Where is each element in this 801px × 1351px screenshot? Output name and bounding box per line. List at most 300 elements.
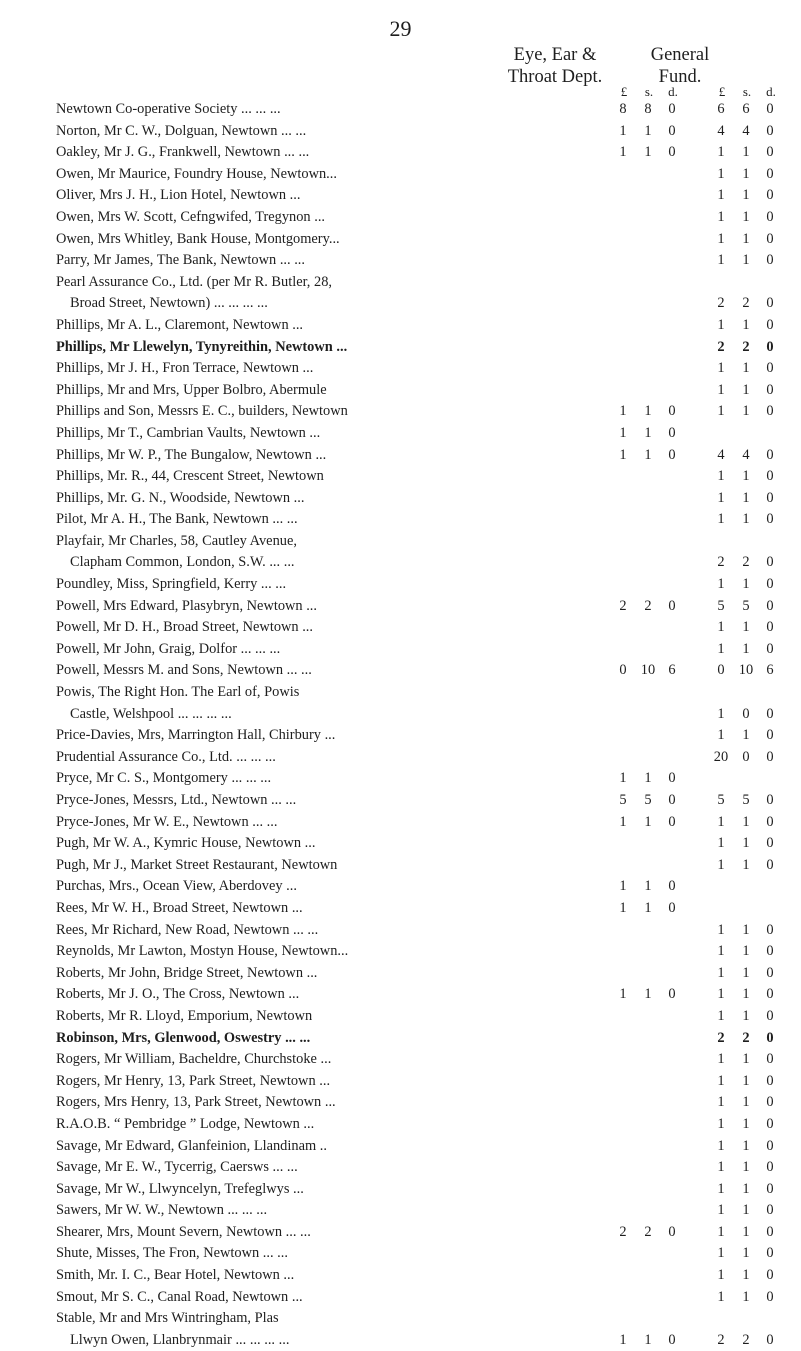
list-item (56, 876, 756, 898)
eye-dept-shillings: 1 (644, 122, 652, 139)
general-fund-pence: 0 (766, 511, 774, 528)
general-fund-pounds: 1 (717, 1180, 725, 1197)
eye-dept-pence: 0 (668, 597, 676, 614)
general-fund-pence: 0 (766, 1288, 774, 1305)
general-fund-shillings: 4 (742, 446, 750, 463)
subscriber-name: Pryce-Jones, Messrs, Ltd., Newtown ... ... (56, 792, 297, 808)
list-item (56, 1136, 774, 1158)
subscriber-name: Poundley, Miss, Springfield, Kerry ... ... (56, 576, 287, 593)
general-fund-header-line1: General (650, 45, 710, 65)
general-fund-pence: 0 (766, 943, 774, 960)
subscriber-name: Robinson, Mrs, Glenwood, Oswestry ... ... (56, 1029, 311, 1046)
general-fund-pounds: 2 (717, 554, 725, 571)
subscriber-name: Smith, Mr. I. C., Bear Hotel, Newtown ... (56, 1267, 295, 1284)
general-fund-pence: 0 (766, 1051, 774, 1068)
subscriber-name: Rogers, Mrs Henry, 13, Park Street, Newtown ... (56, 1094, 336, 1111)
eye-dept-pence: 0 (668, 986, 676, 1003)
subscriber-name: Powell, Messrs M. and Sons, Newtown ... ... (56, 662, 312, 679)
general-fund-pounds: 1 (717, 1288, 725, 1305)
eye-dept-shillings: 1 (644, 403, 652, 420)
general-fund-pence: 0 (766, 446, 774, 463)
general-fund-pounds: 5 (717, 597, 725, 614)
eye-dept-shillings: 2 (644, 1223, 652, 1240)
subscriber-name: Pearl Assurance Co., Ltd. (per Mr R. Butler, 28, (56, 273, 332, 290)
general-fund-pounds: 1 (717, 964, 725, 981)
general-fund-pounds: 5 (717, 792, 725, 808)
subscriber-name: Powell, Mr D. H., Broad Street, Newtown ... (56, 619, 314, 636)
general-fund-shillings: 1 (742, 1007, 750, 1024)
eye-dept-pence: 0 (668, 101, 676, 117)
list-item (56, 423, 756, 445)
list-item (56, 1071, 774, 1093)
general-pence-unit: d. (766, 84, 776, 99)
general-fund-shillings: 1 (742, 1245, 750, 1262)
general-fund-pence: 0 (766, 316, 774, 333)
eye-dept-shillings: 1 (644, 899, 652, 916)
eye-dept-pence: 0 (668, 770, 676, 787)
general-fund-pounds: 1 (717, 943, 725, 960)
list-item (56, 596, 774, 618)
general-fund-pence: 0 (766, 230, 774, 247)
eye-dept-pounds: 1 (619, 403, 627, 420)
list-item (56, 337, 774, 359)
list-item (56, 790, 774, 812)
subscriber-name: Shute, Misses, The Fron, Newtown ... ... (56, 1245, 288, 1262)
general-fund-shillings: 1 (742, 1223, 750, 1240)
general-fund-pounds: 1 (717, 1051, 725, 1068)
subscriber-name: Owen, Mrs Whitley, Bank House, Montgomery... (56, 230, 340, 247)
list-item (56, 552, 774, 574)
list-item (56, 725, 774, 747)
eye-dept-shillings: 5 (644, 792, 652, 808)
list-item (56, 660, 774, 682)
list-item (56, 812, 774, 834)
subscriber-name: Clapham Common, London, S.W. ... ... (70, 554, 295, 571)
general-fund-shillings: 1 (742, 1267, 750, 1284)
general-fund-shillings: 1 (742, 1137, 750, 1154)
general-fund-shillings: 1 (742, 144, 750, 161)
subscriber-name: Pugh, Mr J., Market Street Restaurant, Newtown (56, 856, 338, 873)
subscriber-name: Oakley, Mr J. G., Frankwell, Newtown ... ... (56, 144, 310, 161)
eye-dept-shillings: 1 (644, 986, 652, 1003)
eye-dept-pounds: 2 (619, 597, 627, 614)
general-fund-pence: 0 (766, 1072, 774, 1089)
general-fund-pence: 0 (766, 468, 774, 485)
eye-dept-pence: 0 (668, 144, 676, 161)
eye-dept-shillings: 1 (644, 770, 652, 787)
general-fund-shillings: 1 (742, 316, 750, 333)
subscriber-name: Phillips and Son, Messrs E. C., builders, Newtown (56, 403, 348, 420)
general-fund-pence: 0 (766, 360, 774, 377)
eye-ear-header-line2: Throat Dept. (507, 67, 603, 87)
general-fund-shillings: 10 (738, 662, 754, 679)
list-item (56, 164, 774, 186)
subscriber-name: Prudential Assurance Co., Ltd. ... ... ... (56, 748, 276, 765)
general-fund-pence: 0 (766, 1007, 774, 1024)
eye-dept-shillings: 1 (644, 424, 652, 441)
list-item (56, 682, 756, 704)
list-item (56, 358, 774, 380)
subscriber-name: Pryce-Jones, Mr W. E., Newtown ... ... (56, 813, 278, 830)
list-item (56, 272, 756, 294)
general-fund-pounds: 1 (717, 187, 725, 204)
list-item (56, 898, 756, 920)
list-item (56, 941, 774, 963)
eye-dept-pounds: 0 (619, 662, 627, 679)
subscriber-name: Norton, Mr C. W., Dolguan, Newtown ... ... (56, 122, 307, 139)
general-fund-pence: 0 (766, 856, 774, 873)
general-fund-pence: 0 (766, 1094, 774, 1111)
general-fund-pence: 0 (766, 792, 774, 808)
general-fund-shillings: 1 (742, 187, 750, 204)
subscriber-name: Playfair, Mr Charles, 58, Cautley Avenue, (56, 532, 297, 549)
general-fund-pence: 0 (766, 208, 774, 225)
general-fund-pence: 0 (766, 576, 774, 593)
eye-pounds-unit: £ (620, 84, 628, 99)
eye-dept-pounds: 1 (619, 1331, 627, 1348)
subscriber-name: Newtown Co-operative Society ... ... ... (56, 101, 281, 117)
general-fund-pence: 0 (766, 640, 774, 657)
subscriber-list (56, 99, 774, 1351)
subscriber-name: Powis, The Right Hon. The Earl of, Powis (56, 684, 300, 701)
list-item (56, 380, 774, 402)
eye-dept-shillings: 1 (644, 1331, 652, 1348)
list-item (56, 1114, 774, 1136)
eye-dept-pounds: 1 (619, 446, 627, 463)
general-fund-shillings: 2 (742, 1029, 750, 1046)
general-fund-pounds: 1 (717, 1094, 725, 1111)
eye-dept-pence: 0 (668, 792, 676, 808)
list-item (56, 99, 774, 121)
general-fund-pence: 0 (766, 1137, 774, 1154)
list-item (56, 1287, 774, 1309)
subscriber-name: Roberts, Mr J. O., The Cross, Newtown ... (56, 986, 300, 1003)
general-fund-shillings: 1 (742, 964, 750, 981)
general-fund-pence: 0 (766, 554, 774, 571)
general-fund-pounds: 1 (717, 986, 725, 1003)
general-fund-pence: 0 (766, 1029, 774, 1046)
eye-dept-shillings: 1 (644, 446, 652, 463)
subscriber-name: Castle, Welshpool ... ... ... ... (70, 705, 232, 722)
subscriber-name: Phillips, Mr T., Cambrian Vaults, Newtown ... (56, 424, 321, 441)
general-fund-pence: 0 (766, 727, 774, 744)
subscriber-name: Oliver, Mrs J. H., Lion Hotel, Newtown ... (56, 187, 301, 204)
general-fund-pounds: 1 (717, 1202, 725, 1219)
general-fund-pounds: 1 (717, 230, 725, 247)
general-fund-shillings: 1 (742, 468, 750, 485)
list-item (56, 1265, 774, 1287)
general-fund-pounds: 2 (717, 295, 725, 312)
general-fund-pounds: 1 (717, 381, 725, 398)
general-fund-shillings: 1 (742, 921, 750, 938)
list-item (56, 920, 774, 942)
general-fund-shillings: 1 (742, 1115, 750, 1132)
subscriber-name: Savage, Mr W., Llwyncelyn, Trefeglwys ... (56, 1180, 304, 1197)
general-fund-pence: 0 (766, 1223, 774, 1240)
general-fund-pence: 0 (766, 338, 774, 355)
general-fund-shillings: 1 (742, 727, 750, 744)
general-fund-pounds: 4 (717, 446, 725, 463)
general-fund-shillings: 1 (742, 986, 750, 1003)
eye-dept-pounds: 5 (619, 792, 627, 808)
general-fund-pounds: 1 (717, 252, 725, 269)
list-item (56, 1179, 774, 1201)
list-item (56, 1049, 774, 1071)
general-fund-shillings: 1 (742, 835, 750, 852)
list-item (56, 639, 774, 661)
general-fund-pence: 0 (766, 597, 774, 614)
list-item (56, 293, 774, 315)
general-fund-pence: 0 (766, 403, 774, 420)
subscriber-name: R.A.O.B. “ Pembridge ” Lodge, Newtown ... (56, 1115, 315, 1132)
list-item (56, 1157, 774, 1179)
subscriber-name: Broad Street, Newtown) ... ... ... ... (70, 295, 268, 312)
list-item (56, 1330, 774, 1351)
subscriber-name: Phillips, Mr W. P., The Bungalow, Newtown ... (56, 446, 327, 463)
general-fund-pounds: 1 (717, 813, 725, 830)
general-fund-pounds: 1 (717, 1137, 725, 1154)
general-fund-pence: 0 (766, 295, 774, 312)
list-item (56, 747, 774, 769)
eye-dept-pence: 0 (668, 813, 676, 830)
eye-dept-pence: 0 (668, 446, 676, 463)
subscriber-name: Rees, Mr Richard, New Road, Newtown ... ... (56, 921, 319, 938)
list-item (56, 488, 774, 510)
subscriber-name: Phillips, Mr Llewelyn, Tynyreithin, Newtown ... (56, 338, 348, 355)
subscriber-name: Savage, Mr E. W., Tycerrig, Caersws ... ... (56, 1159, 298, 1176)
subscriber-name: Phillips, Mr. G. N., Woodside, Newtown ... (56, 489, 305, 506)
general-fund-pence: 0 (766, 489, 774, 506)
list-item (56, 768, 756, 790)
general-fund-pounds: 1 (717, 403, 725, 420)
general-fund-pence: 0 (766, 1202, 774, 1219)
general-fund-shillings: 1 (742, 230, 750, 247)
subscriber-name: Roberts, Mr R. Lloyd, Emporium, Newtown (56, 1007, 313, 1024)
general-fund-pounds: 0 (717, 662, 725, 679)
eye-dept-shillings: 2 (644, 597, 652, 614)
subscriber-name: Powell, Mr John, Graig, Dolfor ... ... ... (56, 640, 281, 657)
general-shillings-unit: s. (742, 84, 752, 99)
list-item (56, 315, 774, 337)
general-fund-pounds: 4 (717, 122, 725, 139)
general-fund-shillings: 1 (742, 1051, 750, 1068)
eye-dept-shillings: 10 (640, 662, 656, 679)
general-fund-shillings: 1 (742, 1159, 750, 1176)
general-fund-shillings: 1 (742, 165, 750, 182)
general-fund-shillings: 1 (742, 489, 750, 506)
general-fund-pence: 0 (766, 252, 774, 269)
general-fund-pounds: 1 (717, 165, 725, 182)
general-fund-pounds: 1 (717, 1007, 725, 1024)
subscriber-name: Pilot, Mr A. H., The Bank, Newtown ... ... (56, 511, 298, 528)
general-fund-pence: 0 (766, 921, 774, 938)
general-fund-pounds: 1 (717, 1267, 725, 1284)
general-fund-pence: 0 (766, 619, 774, 636)
subscriber-name: Price-Davies, Mrs, Marrington Hall, Chirbury ... (56, 727, 336, 744)
general-fund-shillings: 1 (742, 1288, 750, 1305)
general-fund-pence: 6 (766, 662, 774, 679)
eye-dept-pounds: 1 (619, 424, 627, 441)
general-fund-pounds: 1 (717, 489, 725, 506)
list-item (56, 1308, 756, 1330)
subscriber-name: Pugh, Mr W. A., Kymric House, Newtown ... (56, 835, 316, 852)
general-fund-pounds: 1 (717, 576, 725, 593)
general-fund-pence: 0 (766, 144, 774, 161)
eye-dept-shillings: 1 (644, 144, 652, 161)
list-item (56, 207, 774, 229)
list-item (56, 401, 774, 423)
general-fund-shillings: 1 (742, 856, 750, 873)
subscriber-name: Purchas, Mrs., Ocean View, Aberdovey ... (56, 878, 297, 895)
eye-dept-pence: 6 (668, 662, 676, 679)
subscriber-name: Smout, Mr S. C., Canal Road, Newtown ... (56, 1288, 303, 1305)
general-fund-pounds: 1 (717, 1159, 725, 1176)
general-fund-pounds: 1 (717, 208, 725, 225)
general-fund-shillings: 1 (742, 619, 750, 636)
eye-shillings-unit: s. (644, 84, 654, 99)
subscriber-name: Rees, Mr W. H., Broad Street, Newtown ... (56, 899, 303, 916)
list-item (56, 185, 774, 207)
list-item (56, 963, 774, 985)
list-item (56, 1243, 774, 1265)
list-item (56, 704, 774, 726)
general-fund-pence: 0 (766, 835, 774, 852)
general-fund-shillings: 2 (742, 554, 750, 571)
general-fund-shillings: 4 (742, 122, 750, 139)
subscriber-name: Rogers, Mr Henry, 13, Park Street, Newtown ... (56, 1072, 331, 1089)
general-fund-pounds: 1 (717, 360, 725, 377)
subscriber-name: Phillips, Mr. R., 44, Crescent Street, Newtown (56, 468, 324, 485)
subscriber-name: Owen, Mr Maurice, Foundry House, Newtown... (56, 165, 337, 182)
general-fund-shillings: 2 (742, 295, 750, 312)
list-item (56, 1006, 774, 1028)
list-item (56, 142, 774, 164)
general-fund-shillings: 1 (742, 403, 750, 420)
eye-dept-pence: 0 (668, 1223, 676, 1240)
general-fund-pounds: 20 (713, 748, 729, 765)
general-fund-pence: 0 (766, 1115, 774, 1132)
subscriber-name: Roberts, Mr John, Bridge Street, Newtown ... (56, 964, 318, 981)
general-fund-shillings: 1 (742, 1094, 750, 1111)
subscriber-name: Phillips, Mr J. H., Fron Terrace, Newtown ... (56, 360, 314, 377)
general-fund-header (625, 44, 735, 88)
general-fund-shillings: 1 (742, 640, 750, 657)
general-fund-shillings: 1 (742, 1072, 750, 1089)
general-fund-pence: 0 (766, 122, 774, 139)
general-fund-shillings: 1 (742, 943, 750, 960)
subscriber-name: Reynolds, Mr Lawton, Mostyn House, Newtown... (56, 943, 349, 960)
eye-dept-pounds: 8 (619, 101, 627, 117)
list-item (56, 574, 774, 596)
general-fund-shillings: 2 (742, 1331, 750, 1348)
general-pounds-unit: £ (718, 84, 726, 99)
general-fund-shillings: 1 (742, 208, 750, 225)
eye-dept-pounds: 1 (619, 770, 627, 787)
list-item (56, 445, 774, 467)
general-fund-pounds: 1 (717, 856, 725, 873)
list-item (56, 509, 774, 531)
general-fund-pence: 0 (766, 964, 774, 981)
general-fund-pence: 0 (766, 187, 774, 204)
general-fund-pounds: 1 (717, 1115, 725, 1132)
eye-dept-pence: 0 (668, 899, 676, 916)
subscriber-name: Savage, Mr Edward, Glanfeinion, Llandinam .. (56, 1137, 327, 1154)
general-fund-pounds: 1 (717, 705, 725, 722)
list-item (56, 984, 774, 1006)
general-fund-shillings: 1 (742, 1202, 750, 1219)
general-fund-pence: 0 (766, 381, 774, 398)
eye-dept-pounds: 1 (619, 122, 627, 139)
general-fund-pence: 0 (766, 705, 774, 722)
general-fund-pence: 0 (766, 1245, 774, 1262)
subscriber-name: Stable, Mr and Mrs Wintringham, Plas (56, 1310, 279, 1327)
subscriber-name: Pryce, Mr C. S., Montgomery ... ... ... (56, 770, 272, 787)
subscriber-name: Phillips, Mr and Mrs, Upper Bolbro, Abermule (56, 381, 327, 398)
eye-dept-pounds: 1 (619, 878, 627, 895)
general-fund-shillings: 1 (742, 1180, 750, 1197)
list-item (56, 466, 774, 488)
eye-ear-throat-header (470, 44, 640, 88)
general-fund-pence: 0 (766, 1331, 774, 1348)
subscriber-name: Llwyn Owen, Llanbrynmair ... ... ... ... (70, 1331, 290, 1348)
general-fund-pounds: 1 (717, 619, 725, 636)
general-fund-shillings: 2 (742, 338, 750, 355)
subscriber-name: Rogers, Mr William, Bacheldre, Churchstoke ... (56, 1051, 332, 1068)
eye-dept-pounds: 1 (619, 144, 627, 161)
general-fund-pence: 0 (766, 1267, 774, 1284)
general-fund-pounds: 2 (717, 1331, 725, 1348)
general-fund-shillings: 1 (742, 813, 750, 830)
eye-dept-pence: 0 (668, 122, 676, 139)
eye-dept-shillings: 8 (644, 101, 652, 117)
general-fund-pounds: 1 (717, 468, 725, 485)
list-item (56, 833, 774, 855)
eye-dept-pounds: 2 (619, 1223, 627, 1240)
general-fund-pounds: 1 (717, 511, 725, 528)
general-fund-pounds: 1 (717, 835, 725, 852)
list-item (56, 1200, 774, 1222)
eye-dept-pounds: 1 (619, 813, 627, 830)
general-fund-pence: 0 (766, 1159, 774, 1176)
list-item (56, 121, 774, 143)
general-fund-pounds: 1 (717, 144, 725, 161)
general-fund-header-line2: Fund. (658, 67, 702, 87)
eye-dept-shillings: 1 (644, 878, 652, 895)
general-fund-pounds: 1 (717, 727, 725, 744)
general-fund-shillings: 5 (742, 597, 750, 614)
general-fund-shillings: 6 (742, 101, 750, 117)
general-fund-shillings: 0 (742, 705, 750, 722)
general-fund-pounds: 6 (717, 101, 725, 117)
general-fund-shillings: 1 (742, 381, 750, 398)
eye-dept-pence: 0 (668, 1331, 676, 1348)
eye-ear-header-line1: Eye, Ear & (513, 45, 597, 65)
general-fund-pence: 0 (766, 101, 774, 117)
general-fund-shillings: 0 (742, 748, 750, 765)
general-fund-pounds: 2 (717, 1029, 725, 1046)
general-fund-pounds: 1 (717, 316, 725, 333)
list-item (56, 250, 774, 272)
subscriber-name: Shearer, Mrs, Mount Severn, Newtown ... ... (56, 1223, 311, 1240)
list-item (56, 1222, 774, 1244)
general-fund-pence: 0 (766, 813, 774, 830)
subscriber-name: Phillips, Mr A. L., Claremont, Newtown ... (56, 316, 304, 333)
subscriber-name: Parry, Mr James, The Bank, Newtown ... ... (56, 252, 305, 269)
general-fund-pounds: 1 (717, 1072, 725, 1089)
list-item (56, 617, 774, 639)
general-fund-shillings: 1 (742, 360, 750, 377)
general-fund-shillings: 1 (742, 252, 750, 269)
